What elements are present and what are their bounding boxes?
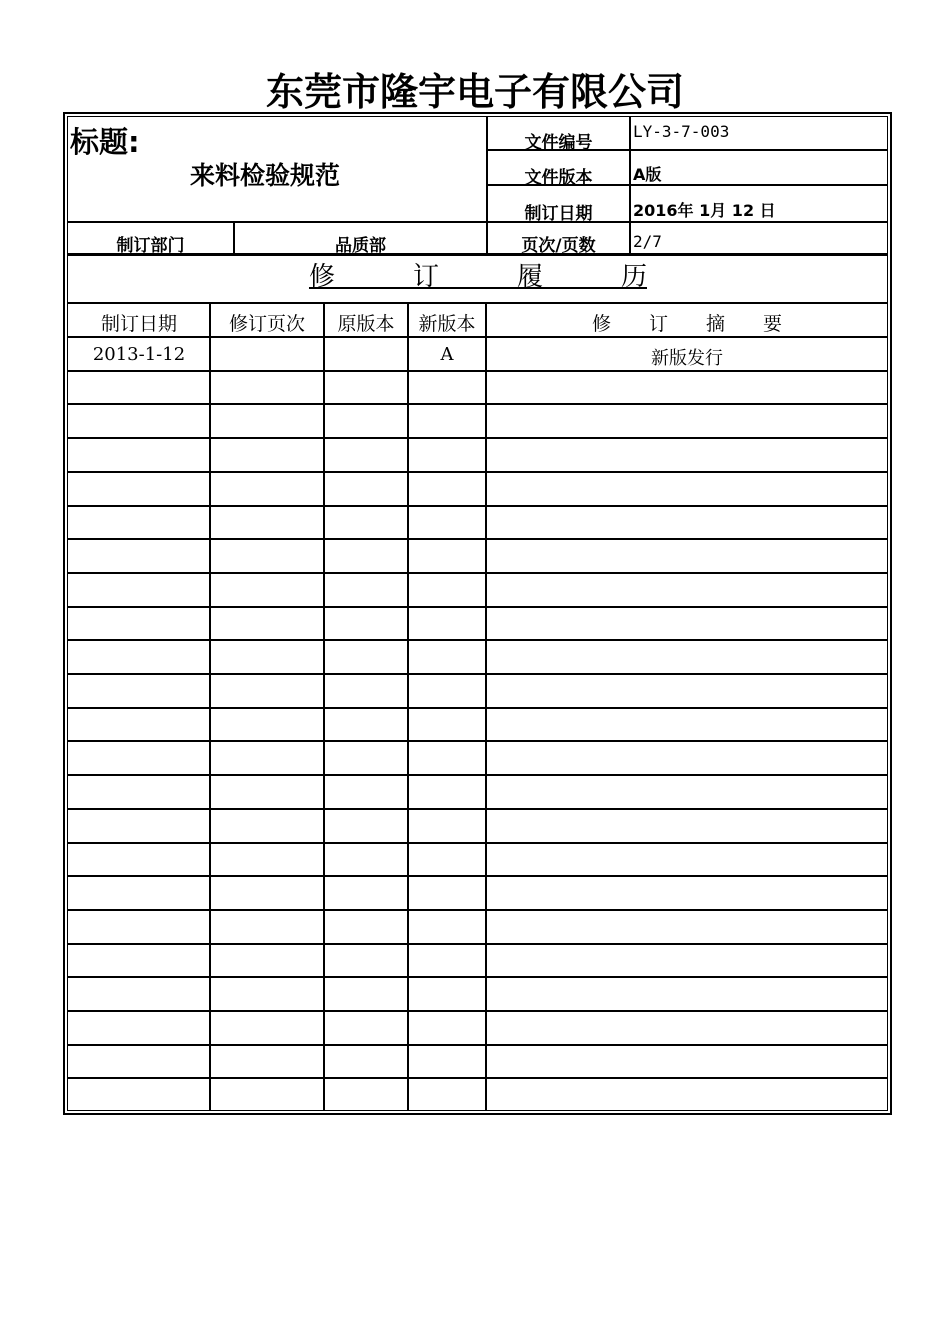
- document-title: 来料检验规范: [190, 161, 341, 190]
- row-date: 2013-1-12: [92, 344, 186, 365]
- date-label: 制订日期: [524, 204, 593, 224]
- table-column-line: [407, 302, 409, 1110]
- header-divider: [629, 117, 631, 254]
- table-row-line: [68, 875, 888, 877]
- version-label: 文件版本: [524, 168, 593, 188]
- table-row-line: [68, 572, 888, 574]
- row-summary: 新版发行: [651, 348, 723, 369]
- table-row-line: [68, 403, 888, 405]
- row-new-version: A: [440, 344, 454, 365]
- doc-no-value: LY-3-7-003: [633, 122, 730, 141]
- version-value: A版: [633, 165, 662, 184]
- column-header-pages: 修订页次: [228, 313, 305, 335]
- header-divider: [68, 221, 888, 223]
- section-divider: [68, 302, 888, 304]
- table-row-line: [68, 943, 888, 945]
- column-header-old-version: 原版本: [337, 313, 395, 335]
- table-row-line: [68, 538, 888, 540]
- revision-history-title: 修 订 履 历: [308, 262, 647, 292]
- table-row-line: [68, 740, 888, 742]
- table-row-line: [68, 1010, 888, 1012]
- column-header-summary: 修 订 摘 要: [591, 313, 782, 335]
- page-label: 页次/页数: [521, 236, 596, 256]
- page-value: 2/7: [633, 232, 662, 251]
- company-name: 东莞市隆宇电子有限公司: [265, 70, 684, 114]
- table-row-line: [68, 909, 888, 911]
- table-row-line: [68, 707, 888, 709]
- table-row-line: [68, 808, 888, 810]
- table-column-line: [209, 302, 211, 1110]
- dept-value: 品质部: [335, 236, 386, 256]
- table-row-line: [68, 976, 888, 978]
- table-row-line: [68, 505, 888, 507]
- table-row-line: [68, 606, 888, 608]
- table-row-line: [68, 774, 888, 776]
- table-row-line: [68, 842, 888, 844]
- table-column-line: [323, 302, 325, 1110]
- column-header-new-version: 新版本: [418, 313, 476, 335]
- column-header-date: 制订日期: [100, 313, 177, 335]
- table-column-line: [485, 302, 487, 1110]
- table-row-line: [68, 673, 888, 675]
- table-row-line: [68, 370, 888, 372]
- table-row-line: [68, 1077, 888, 1079]
- table-row-line: [68, 471, 888, 473]
- date-value: 2016年 1月 12 日: [633, 201, 776, 220]
- table-row-line: [68, 1044, 888, 1046]
- doc-no-label: 文件编号: [524, 133, 593, 153]
- title-label: 标题:: [70, 125, 140, 159]
- dept-label: 制订部门: [116, 236, 185, 256]
- table-row-line: [68, 437, 888, 439]
- table-row-line: [68, 336, 888, 338]
- table-row-line: [68, 639, 888, 641]
